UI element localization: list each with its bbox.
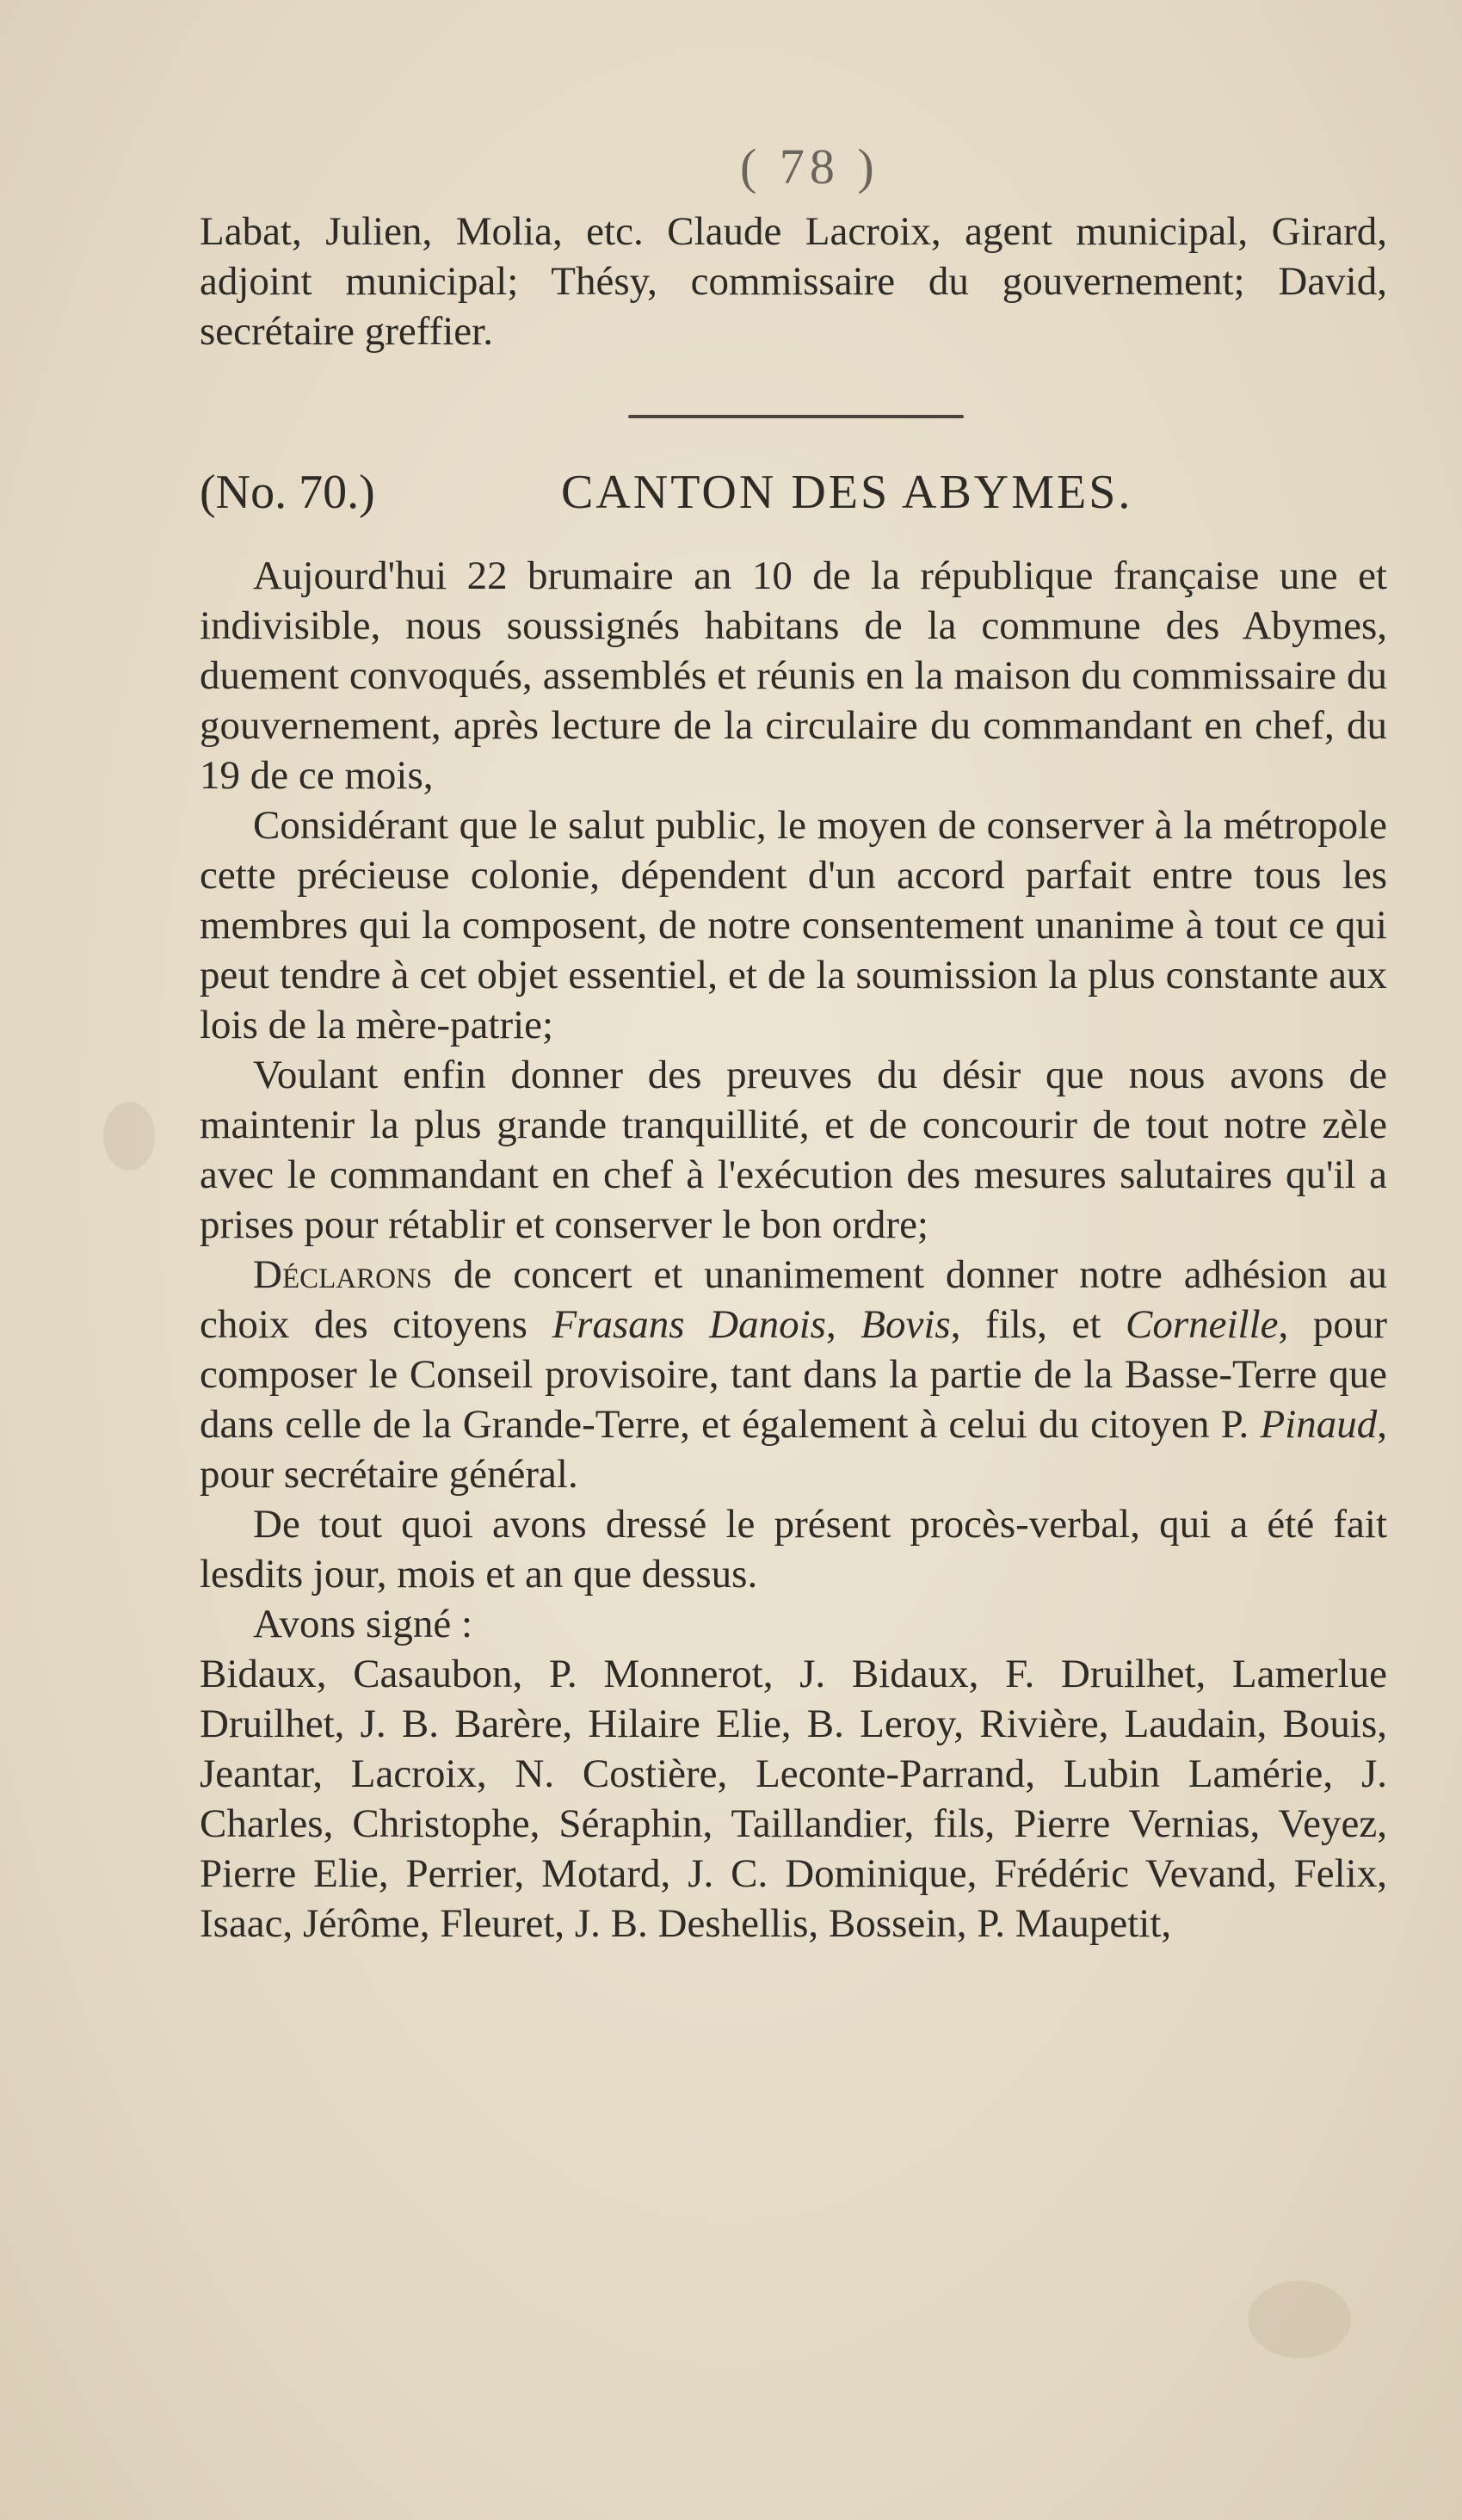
- continuation-paragraph: [200, 207, 1387, 356]
- section-header: [200, 465, 1387, 520]
- paragraph-declaration: Déclarons de concert et unanimement donner notre adhésion au choix des citoyens Frasans Danois, Bovis, fils, et Corneille, pour composer le Conseil provisoire, tant dans la partie de la Basse-Terre que dans celle de la Grande-Terre, et également à celui du citoyen P. Pinaud, pour secrétaire général.: [200, 1252, 1388, 1497]
- declaration-lead: Déclarons: [253, 1252, 433, 1297]
- paragraph-considerant: Considérant que le salut public, le moyen de conserver à la métropole cette précieuse colonie, dépendent d'un accord parfait entre tous les membres qui la composent, de notre consentement unanime à tout ce qui peut tendre à cet objet essentiel, et de la soumission la plus constante aux lois de la mère-patrie;: [200, 803, 1387, 1047]
- paragraph-voulant: Voulant enfin donner des preuves du désir que nous avons de maintenir la plus grande tranquillité, et de concourir de tout notre zèle avec le commandant en chef à l'exécution des mesures salutaires qu'il a prises pour rétablir et conserver le bon ordre;: [200, 1053, 1387, 1247]
- citizen-name: Bovis: [861, 1302, 951, 1347]
- paper-stain: [103, 1102, 155, 1170]
- paragraph-preamble: Aujourd'hui 22 brumaire an 10 de la république française une et indivisible, nous soussignés habitans de la commune des Abymes, duement convoqués, assemblés et réunis en la maison du commissaire du gouvernement, après lecture de la circulaire du commandant en chef, du 19 de ce mois,: [200, 553, 1387, 798]
- declaration-text: , pour secrétaire général.: [200, 1402, 1387, 1497]
- citizen-name: Danois: [709, 1302, 826, 1347]
- section-number: (No. 70.): [200, 466, 375, 519]
- section-title: CANTON DES ABYMES.: [561, 466, 1133, 519]
- section-divider: [628, 415, 964, 418]
- citizen-name: Corneille: [1125, 1302, 1279, 1347]
- declaration-text: de concert et unanimement donner notre adhésion au choix des citoyens: [200, 1252, 1387, 1347]
- signature-list: Bidaux, Casaubon, P. Monnerot, J. Bidaux, F. Druilhet, Lamerlue Druilhet, J. B. Barère, Hilaire Elie, B. Leroy, Rivière, Laudain, Bouis, Jeantar, Lacroix, N. Costière, Leconte-Parrand, Lubin Lamérie, J. Charles, Christophe, Séraphin, Taillandier, fils, Pierre Vernias, Veyez, Pierre Elie, Perrier, Motard, J. C. Dominique, Frédéric Vevand, Felix, Isaac, Jérôme, Fleuret, J. B. Deshellis, Bossein, P. Maupetit,: [200, 1652, 1387, 1946]
- declaration-text: , fils, et: [950, 1302, 1126, 1347]
- citizen-name: Frasans: [552, 1302, 685, 1347]
- paper-stain: [1248, 2281, 1351, 2358]
- secretary-name: Pinaud: [1260, 1402, 1378, 1447]
- signed-label: Avons signé :: [253, 1602, 473, 1646]
- proces-verbal-body: [200, 551, 1387, 1949]
- paragraph-closing: De tout quoi avons dressé le présent procès-verbal, qui a été fait lesdits jour, mois et an que dessus.: [200, 1502, 1387, 1597]
- page-number: ( 78 ): [740, 139, 879, 195]
- declaration-text: , pour composer le Conseil provisoire, tant dans la partie de la Basse-Terre que dans celle de la Grande-Terre, et également à celui du citoyen P.: [200, 1302, 1388, 1447]
- continuation-text: Labat, Julien, Molia, etc. Claude Lacroix, agent municipal, Girard, adjoint municipal; Thésy, commissaire du gouvernement; David, secrétaire greffier.: [200, 209, 1387, 354]
